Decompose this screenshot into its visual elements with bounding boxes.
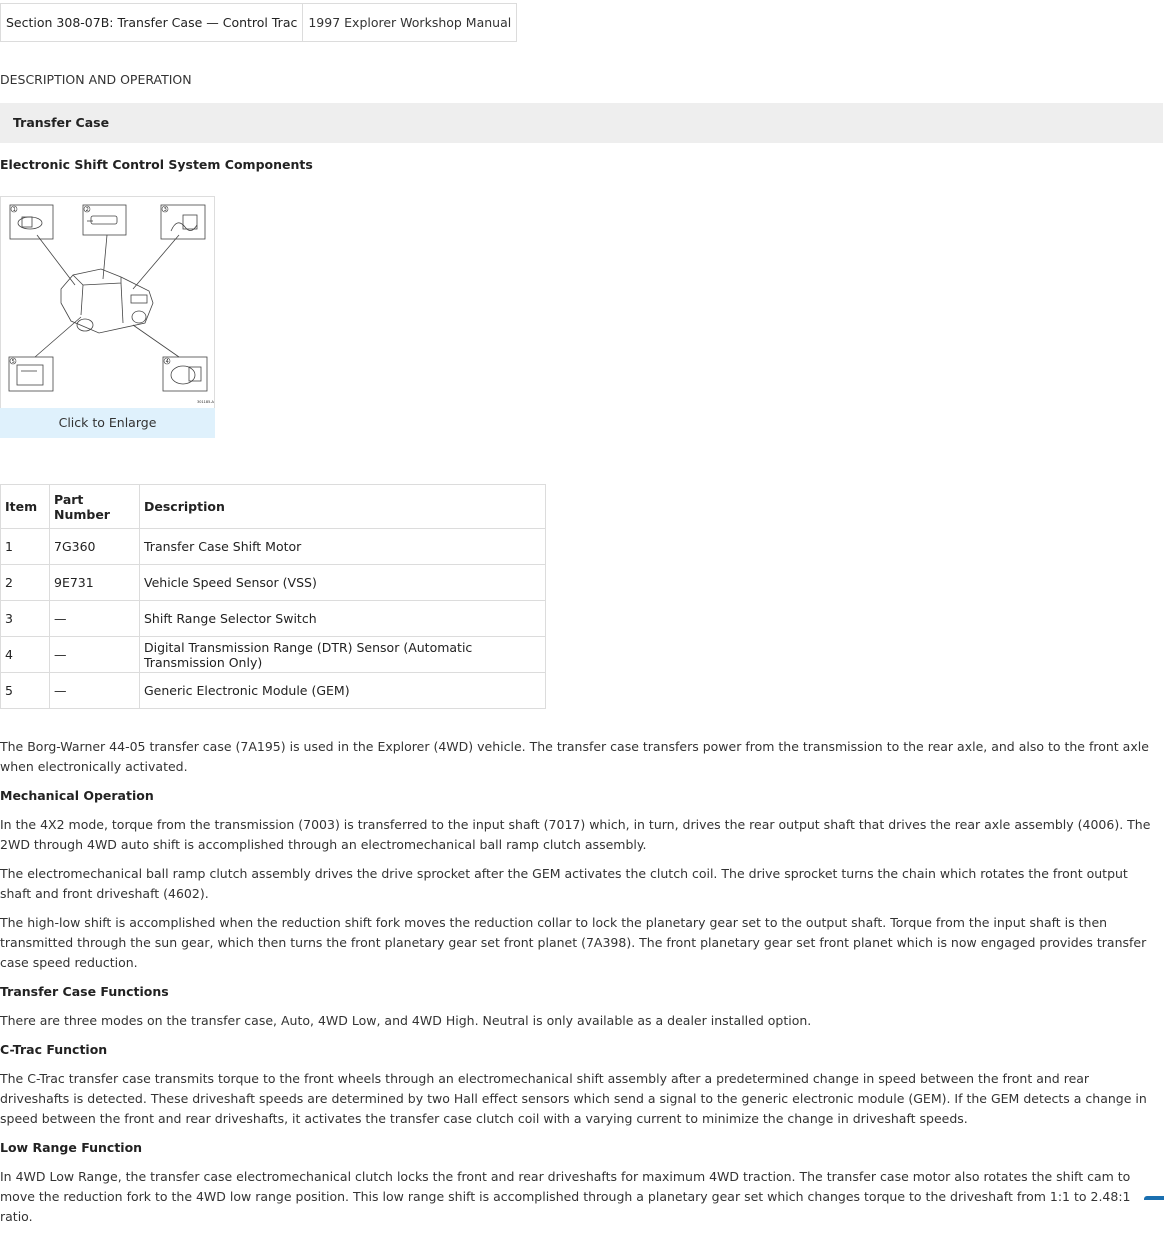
callout-5: 5 (11, 358, 15, 365)
breadcrumb (0, 3, 517, 42)
components-figure[interactable] (0, 196, 215, 438)
cell-description: Digital Transmission Range (DTR) Sensor (Automatic Transmission Only) (140, 637, 546, 673)
components-heading: Electronic Shift Control System Components (0, 157, 313, 172)
cell-item: 3 (1, 601, 50, 637)
section-title: Transfer Case (0, 103, 1163, 143)
callout-2: 2 (85, 206, 89, 213)
mechanical-paragraph-2: The electromechanical ball ramp clutch assembly drives the drive sprocket after the GEM activates the clutch coil. The drive sprocket turns the chain which rotates the front output shaft and front driveshaft (4602). (0, 866, 1128, 901)
cell-item: 1 (1, 529, 50, 565)
functions-heading: Transfer Case Functions (0, 984, 169, 999)
table-row (1, 601, 546, 637)
cell-item: 2 (1, 565, 50, 601)
cell-item: 4 (1, 637, 50, 673)
ctrac-heading: C-Trac Function (0, 1042, 108, 1057)
ctrac-paragraph: The C-Trac transfer case transmits torque to the front wheels through an electromechanical shift assembly after a predetermined change in speed between the front and rear driveshafts is detected. These driveshaft speeds are determined by two Hall effect sensors which send a signal to the generic electronic module (GEM). If the GEM detects a change in speed between the front and rear driveshafts, it activates the transfer case clutch coil with a varying current to minimize the change in driveshaft speeds. (0, 1071, 1147, 1126)
mechanical-paragraph-1: In the 4X2 mode, torque from the transmission (7003) is transferred to the input shaft (7017) which, in turn, drives the rear output shaft that drives the rear axle assembly (4006). The 2WD through 4WD auto shift is accomplished through an electromechanical ball ramp clutch assembly. (0, 817, 1151, 852)
table-header-row (1, 485, 546, 529)
table-row (1, 637, 546, 673)
article-body (0, 737, 1162, 1236)
table-row (1, 529, 546, 565)
callout-1: 1 (12, 206, 16, 213)
intro-paragraph: The Borg-Warner 44-05 transfer case (7A195) is used in the Explorer (4WD) vehicle. The transfer case transfers power from the transmission to the rear axle, and also to the front axle when electronically activated. (0, 739, 1149, 774)
cell-description: Generic Electronic Module (GEM) (140, 673, 546, 709)
cell-part-number: — (50, 673, 140, 709)
header-part-number: Part Number (50, 485, 140, 529)
figure-code: 301185-A (197, 400, 214, 404)
header-item: Item (1, 485, 50, 529)
scroll-to-top-tab[interactable] (1144, 1196, 1164, 1200)
cell-description: Shift Range Selector Switch (140, 601, 546, 637)
breadcrumb-manual[interactable]: 1997 Explorer Workshop Manual (303, 4, 517, 42)
cell-part-number: — (50, 601, 140, 637)
table-row (1, 565, 546, 601)
functions-paragraph: There are three modes on the transfer case, Auto, 4WD Low, and 4WD High. Neutral is only available as a dealer installed option. (0, 1013, 812, 1028)
cell-item: 5 (1, 673, 50, 709)
low-range-paragraph: In 4WD Low Range, the transfer case electromechanical clutch locks the front and rear driveshafts for maximum 4WD traction. The transfer case motor also rotates the shift cam to move the reduction fork to the 4WD low range position. This low range shift is accomplished through a planetary gear set which changes torque to the driveshaft from 1:1 to 2.48:1 ratio. (0, 1169, 1131, 1224)
cell-part-number: 9E731 (50, 565, 140, 601)
cell-part-number: — (50, 637, 140, 673)
components-diagram-image (3, 199, 214, 405)
parts-table (0, 484, 546, 709)
mechanical-paragraph-3: The high-low shift is accomplished when the reduction shift fork moves the reduction collar to lock the planetary gear set to the output shaft. Torque from the input shaft is then transmitted through the sun gear, which then turns the front planetary gear set front planet (7A398). The front planetary gear set front planet which is now engaged provides transfer case speed reduction. (0, 915, 1147, 970)
callout-4: 4 (165, 358, 169, 365)
table-row (1, 673, 546, 709)
low-range-heading: Low Range Function (0, 1140, 143, 1155)
header-description: Description (140, 485, 546, 529)
category-label: DESCRIPTION AND OPERATION (0, 72, 192, 87)
click-to-enlarge-button[interactable]: Click to Enlarge (0, 408, 215, 438)
mechanical-operation-heading: Mechanical Operation (0, 788, 154, 803)
callout-3: 3 (163, 206, 167, 213)
breadcrumb-section[interactable]: Section 308-07B: Transfer Case — Control Trac (1, 4, 303, 42)
cell-part-number: 7G360 (50, 529, 140, 565)
cell-description: Vehicle Speed Sensor (VSS) (140, 565, 546, 601)
cell-description: Transfer Case Shift Motor (140, 529, 546, 565)
